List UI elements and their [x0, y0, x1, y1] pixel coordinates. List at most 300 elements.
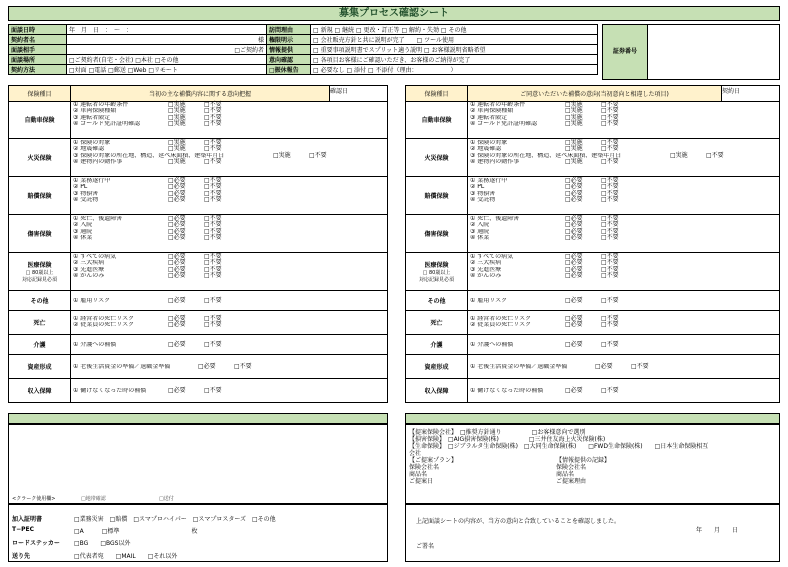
category-label: 賠償保険 [27, 193, 52, 200]
check-yes[interactable]: □必要 [168, 315, 186, 322]
row-0 [8, 101, 388, 139]
check-yes[interactable]: □必要 [565, 233, 583, 241]
category-label: 収入保障 [424, 388, 449, 395]
check-no[interactable]: □不要 [601, 189, 619, 197]
items [470, 254, 779, 279]
item-line [470, 273, 779, 279]
row-7 [8, 335, 388, 355]
check-no[interactable]: □不要 [204, 340, 222, 348]
check-yes[interactable]: □実施 [670, 151, 688, 159]
items [73, 254, 387, 279]
check-yes[interactable]: □必要 [595, 362, 613, 370]
check-yes[interactable]: □必要 [198, 362, 216, 370]
check-no[interactable]: □不要 [204, 189, 222, 197]
proposal-plan: 【ご提案プラン】 [409, 457, 458, 464]
item-text: ① すべての病気 [73, 254, 117, 260]
check-no[interactable]: □不要 [601, 157, 619, 165]
check-yes[interactable]: □実施 [565, 157, 583, 165]
item-text: ① すべての病気 [470, 254, 514, 260]
check-yes[interactable]: □実施 [168, 139, 186, 146]
check-no[interactable]: □不要 [204, 177, 222, 184]
check-no[interactable]: □不要 [601, 183, 619, 191]
item-text: ① 老後生活資金の準備／退職金準備 [73, 363, 171, 370]
category-cell [406, 101, 468, 138]
check-no[interactable]: □不要 [204, 259, 222, 267]
item-text: ① 老後生活資金の準備／退職金準備 [470, 363, 568, 370]
clerk-check1[interactable]: □地帯確認 [81, 496, 106, 502]
record-company[interactable]: 保険会社名 [556, 464, 587, 471]
confirm-date[interactable]: 年 月 日 [696, 527, 739, 534]
check-yes[interactable]: □必要 [168, 189, 186, 197]
check-yes[interactable]: □必要 [168, 386, 186, 394]
row-6 [405, 311, 780, 335]
check-yes[interactable]: □実施 [168, 113, 186, 121]
item-line [73, 235, 387, 241]
check-no[interactable]: □不要 [601, 139, 619, 146]
check-yes[interactable]: □必要 [168, 183, 186, 191]
check-yes[interactable]: □必要 [168, 296, 186, 304]
category-cell [9, 101, 71, 138]
check-no[interactable]: □不要 [204, 233, 222, 241]
check-no[interactable]: □不要 [204, 271, 222, 279]
check-no[interactable]: □不要 [601, 340, 619, 348]
check-no[interactable]: □不要 [601, 221, 619, 229]
item-text: ② 入院 [73, 222, 93, 229]
category-label: 死亡 [33, 320, 46, 327]
label-contractor: 契約者名 [9, 35, 67, 45]
category-label: 収入保障 [27, 388, 52, 395]
contractor-field[interactable]: 様 [67, 35, 267, 45]
check-no[interactable]: □不要 [204, 157, 222, 165]
check-yes[interactable]: □必要 [565, 227, 583, 235]
item-text: ④ 建物内の動作事 [73, 158, 123, 165]
item-text: ④ 受託物 [470, 196, 496, 203]
category-cell [9, 139, 71, 176]
label-info: 情報提供 [267, 45, 311, 55]
shipping-area [8, 504, 388, 562]
signature-label[interactable]: ご署名 [416, 543, 435, 550]
item-line [470, 342, 779, 348]
category-cell [9, 215, 71, 252]
check-no[interactable]: □不要 [204, 321, 222, 329]
check-yes[interactable]: □実施 [168, 101, 186, 108]
row-4 [405, 253, 780, 291]
item-line [470, 197, 779, 203]
label-intent: 意向確認 [267, 55, 311, 65]
category-label: その他 [30, 298, 49, 305]
item-line [470, 159, 779, 165]
check-no[interactable]: □不要 [601, 233, 619, 241]
check-yes[interactable]: □必要 [565, 265, 583, 273]
category-label: 資産形成 [27, 364, 52, 371]
plan-product[interactable]: 商品名 [409, 471, 428, 478]
item-text: ④ ゴールド免許証明確認 [73, 120, 141, 127]
item-text: ③ 運転者限定 [73, 114, 111, 121]
check-no[interactable]: □不要 [601, 259, 619, 267]
item-text: ① 死亡、後遺障害 [470, 216, 520, 222]
category-label: 資産形成 [424, 364, 449, 371]
item-text: ④ 受託物 [73, 196, 99, 203]
category-cell [406, 177, 468, 214]
item-text: ② 車両保険種類 [73, 108, 117, 115]
category-cell [9, 335, 71, 354]
item-text: ① 業務遂行中 [470, 178, 508, 184]
plan-date[interactable]: ご提案日 [409, 478, 434, 485]
check-yes[interactable]: □実施 [565, 113, 583, 121]
item-text: ③ 運転者限定 [470, 114, 508, 121]
item-text: ① 経営者の死亡リスク [470, 316, 532, 322]
check-no[interactable]: □不要 [204, 215, 222, 222]
header-table [8, 24, 598, 75]
item-line [73, 159, 387, 165]
record-product[interactable]: 商品名 [556, 471, 575, 478]
category-cell [9, 177, 71, 214]
sticker-options[interactable]: □BG □BGS以外 [74, 540, 131, 547]
items [73, 364, 387, 370]
check-yes[interactable]: □必要 [168, 233, 186, 241]
item-text: ① 経営者の死亡リスク [73, 316, 135, 322]
check-no[interactable]: □不要 [601, 296, 619, 304]
check-no[interactable]: □不要 [204, 119, 222, 127]
check-yes[interactable]: □必要 [565, 340, 583, 348]
item-line [73, 197, 387, 203]
check-no[interactable]: □不要 [204, 315, 222, 322]
check-yes[interactable]: □必要 [168, 259, 186, 267]
check-yes[interactable]: □必要 [565, 183, 583, 191]
check-no[interactable]: □不要 [601, 386, 619, 394]
check-no[interactable]: □不要 [601, 271, 619, 279]
items [470, 342, 779, 348]
category-label: 自動車保険 [421, 117, 452, 124]
item-text: ① 運転者の年齢条件 [470, 102, 526, 108]
items [73, 298, 387, 304]
check-yes[interactable]: □必要 [565, 215, 583, 222]
check-yes[interactable]: □必要 [565, 386, 583, 394]
label-method: 契約方法 [9, 65, 67, 75]
item-text: ① 死亡、後遺障害 [73, 216, 123, 222]
check-no[interactable]: □不要 [204, 386, 222, 394]
category-label: 自動車保険 [24, 117, 55, 124]
items [470, 298, 779, 304]
category-label: 医療保険 [424, 262, 449, 269]
right-table [405, 85, 780, 102]
check-yes[interactable]: □必要 [565, 195, 583, 203]
cert-box [602, 24, 780, 80]
sticker-label: ロードステッカー [12, 540, 60, 547]
category-cell [406, 215, 468, 252]
row-3 [405, 215, 780, 253]
check-yes[interactable]: □実施 [168, 145, 186, 153]
item-text: ④ がんのみ [470, 272, 502, 279]
check-yes[interactable]: □必要 [565, 321, 583, 329]
item-text: ④ ゴールド免許証明確認 [470, 120, 538, 127]
check-yes[interactable]: □実施 [565, 107, 583, 115]
items [73, 316, 387, 329]
item-text: ② 車両保険種類 [470, 108, 514, 115]
life-insurance[interactable]: 【生命保険】 □ジブラルタ生命保険(株) □大同生命保険(株) □FWD生命保険(株) □日本生命保険相互 [409, 443, 709, 450]
row-9 [405, 379, 780, 403]
category-cell [406, 311, 468, 334]
items [73, 342, 387, 348]
check-no[interactable]: □不要 [631, 362, 649, 370]
check-yes[interactable]: □必要 [565, 253, 583, 260]
intent-field[interactable]: □ 各項目お客様にご確認いただき、お客様のご納得が完了 [311, 55, 598, 65]
check-no[interactable]: □不要 [204, 107, 222, 115]
item-text: ① 働けなくなった時の補償 [470, 387, 544, 394]
check-no[interactable]: □不要 [204, 195, 222, 203]
item-line [470, 388, 779, 394]
check-no[interactable]: □不要 [601, 177, 619, 184]
right-col-type: 保険種目 [406, 86, 468, 102]
check-no[interactable]: □不要 [204, 221, 222, 229]
row-8 [405, 355, 780, 379]
check-yes[interactable]: □必要 [168, 195, 186, 203]
info-record: 【情報提供の記録】 [556, 457, 611, 464]
item-text: ② 地震確認 [73, 146, 105, 153]
item-line [73, 273, 387, 279]
cert-label: 証券番号 [602, 24, 648, 80]
confirm-text: 上記面談シートの内容が、当方の意向と合致していることを確認しました。 [416, 518, 621, 525]
check-yes[interactable]: □必要 [168, 340, 186, 348]
check-no[interactable]: □不要 [204, 183, 222, 191]
row-7 [405, 335, 780, 355]
item-line [470, 298, 779, 304]
category-cell [406, 139, 468, 176]
send-options[interactable]: □代表者宛 □MAIL □それ以外 [74, 553, 178, 560]
cert-doc-options[interactable]: □業務災害 □賠償 □スマプロハイパー □スマプロスターズ □その他 [74, 516, 276, 523]
category-label: 賠償保険 [424, 193, 449, 200]
item-line [470, 322, 779, 328]
item-text: ① 保険の対象 [73, 140, 111, 146]
item-text: ① 雇用リスク [73, 297, 111, 304]
check-yes[interactable]: □必要 [565, 177, 583, 184]
visit-reason-field[interactable]: □ 新規 □ 継続 □ 更改・訂正等 □ 解約・失効 □ その他 [311, 25, 598, 35]
check-no[interactable]: □不要 [601, 265, 619, 273]
label-meeting-date: 面談日時 [9, 25, 67, 35]
check-no[interactable]: □不要 [309, 151, 327, 159]
check-no[interactable]: □不要 [204, 113, 222, 121]
check-no[interactable]: □不要 [204, 139, 222, 146]
check-yes[interactable]: □実施 [565, 139, 583, 146]
check-yes[interactable]: □必要 [565, 296, 583, 304]
category-label: その他 [427, 298, 446, 305]
item-text: ② PL [73, 184, 88, 191]
item-text: ① 業務遂行中 [73, 178, 111, 184]
item-text: ① 運転者の年齢条件 [73, 102, 129, 108]
check-no[interactable]: □不要 [706, 151, 724, 159]
check-yes[interactable]: □必要 [168, 253, 186, 260]
item-line [470, 364, 779, 370]
row-0 [405, 101, 780, 139]
item-text: ③ 保険の対象の所在地、構造、延べ床面積、建築年月日 [470, 152, 622, 159]
authority-field[interactable]: □ 会社販売方針と共に説明が完了 □ ツール使用 [311, 35, 598, 45]
place-field[interactable]: □ご契約者(自宅・会社) □本社 □その他 [67, 55, 267, 65]
check-no[interactable]: □不要 [204, 265, 222, 273]
check-yes[interactable]: □必要 [168, 265, 186, 273]
check-yes[interactable]: □必要 [168, 227, 186, 235]
check-yes[interactable]: □必要 [565, 271, 583, 279]
bottom-right-band [405, 413, 780, 424]
check-yes[interactable]: □実施 [565, 145, 583, 153]
category-cell [406, 253, 468, 290]
check-yes[interactable]: □実施 [565, 119, 583, 127]
check-no[interactable]: □不要 [601, 215, 619, 222]
item-text: ③ 保険の対象の所在地、構造、延べ床面積、建築年月日 [73, 152, 225, 159]
item-line [73, 388, 387, 394]
check-no[interactable]: □不要 [601, 145, 619, 153]
row-2 [405, 177, 780, 215]
signature-area [405, 504, 780, 562]
items [73, 216, 387, 241]
category-sub: 対応記録見必須 [21, 277, 57, 283]
item-text: ③ 先進医療 [73, 266, 105, 273]
items [73, 178, 387, 203]
cert-doc-label: 加入証明書 [12, 516, 43, 523]
report-field[interactable]: □ 必要なし □ 添付 □ 不添付（理由： ） [311, 65, 598, 75]
check-yes[interactable]: □実施 [168, 157, 186, 165]
clerk-check2[interactable]: □送付 [159, 496, 174, 502]
items [470, 178, 779, 203]
proposal-company[interactable]: 【提案保険会社】 □推奨方針通り □お客様意向で選別 [409, 429, 586, 436]
row-1 [405, 139, 780, 177]
left-col-date[interactable]: 確認日 [330, 86, 388, 102]
items [470, 364, 779, 370]
items [470, 316, 779, 329]
clerk-label: <クラーク使用欄> [12, 496, 56, 502]
item-line [73, 364, 387, 370]
items [73, 140, 387, 165]
item-text: ② 地震確認 [470, 146, 502, 153]
item-text: ② 三大疾病 [470, 260, 502, 267]
plan-company[interactable]: 保険会社名 [409, 464, 440, 471]
category-cell [406, 355, 468, 378]
proposal-area [405, 424, 780, 504]
check-no[interactable]: □不要 [601, 315, 619, 322]
item-line [73, 322, 387, 328]
item-text: ① 介護への補償 [470, 341, 514, 348]
check-no[interactable]: □不要 [204, 101, 222, 108]
check-no[interactable]: □不要 [204, 227, 222, 235]
row-5 [405, 291, 780, 311]
category-label: 傷害保険 [424, 231, 449, 238]
label-place: 面談場所 [9, 55, 67, 65]
category-cell [9, 379, 71, 402]
category-cell [9, 355, 71, 378]
clerk-area [8, 424, 388, 504]
item-line [470, 121, 779, 127]
item-line [73, 298, 387, 304]
tpec-label: T−PEC [12, 526, 35, 533]
left-col-intent: 当初の主な補償内容に関する意向把握 [71, 86, 330, 102]
check-no[interactable]: □不要 [234, 362, 252, 370]
check-yes[interactable]: □実施 [565, 101, 583, 108]
category-label: 介護 [33, 342, 46, 349]
check-yes[interactable]: □必要 [565, 189, 583, 197]
category-label: 傷害保険 [27, 231, 52, 238]
tpec-options[interactable]: □A □標準 枚 [74, 528, 198, 535]
check-no[interactable]: □不要 [601, 253, 619, 260]
item-text: ③ 物損害 [73, 190, 99, 197]
category-cell [9, 311, 71, 334]
nonlife-insurance[interactable]: 【損害保険】 □AIG損害保険(株) □三井住友海上火災保険(株) [409, 436, 606, 443]
partner-field[interactable]: □ご契約者 [67, 45, 267, 55]
check-no[interactable]: □不要 [601, 195, 619, 203]
row-4 [8, 253, 388, 291]
check-yes[interactable]: □実施 [168, 107, 186, 115]
right-col-date[interactable]: 契約日 [722, 86, 780, 102]
check-yes[interactable]: □必要 [168, 177, 186, 184]
item-text: ③ 先進医療 [470, 266, 502, 273]
check-yes[interactable]: □実施 [273, 151, 291, 159]
check-no[interactable]: □不要 [204, 296, 222, 304]
row-6 [8, 311, 388, 335]
check-no[interactable]: □不要 [204, 253, 222, 260]
life-insurance-cont: 会社 [409, 450, 422, 457]
check-yes[interactable]: □必要 [565, 259, 583, 267]
category-label: 火災保険 [27, 155, 52, 162]
check-yes[interactable]: □実施 [168, 119, 186, 127]
items [470, 102, 779, 127]
category-label: 医療保険 [27, 262, 52, 269]
category-label: 介護 [430, 342, 443, 349]
check-yes[interactable]: □必要 [168, 321, 186, 329]
item-text: ② 三大疾病 [73, 260, 105, 267]
item-text: ① 介護への補償 [73, 341, 117, 348]
item-text: ② 従業員の死亡リスク [470, 322, 532, 329]
row-3 [8, 215, 388, 253]
check-yes[interactable]: □必要 [168, 215, 186, 222]
row-5 [8, 291, 388, 311]
item-text: ① 保険の対象 [470, 140, 508, 146]
check-no[interactable]: □不要 [601, 107, 619, 115]
record-reason[interactable]: ご提案理由 [556, 478, 587, 485]
category-cell [9, 253, 71, 290]
check-yes[interactable]: □必要 [565, 315, 583, 322]
send-label: 送り先 [12, 553, 31, 560]
check-no[interactable]: □不要 [601, 113, 619, 121]
row-2 [8, 177, 388, 215]
row-9 [8, 379, 388, 403]
item-text: ③ 通院 [470, 228, 490, 235]
check-no[interactable]: □不要 [601, 321, 619, 329]
row-8 [8, 355, 388, 379]
item-text: ① 働けなくなった時の補償 [73, 387, 147, 394]
check-no[interactable]: □不要 [204, 145, 222, 153]
item-text: ③ 通院 [73, 228, 93, 235]
check-no[interactable]: □不要 [601, 119, 619, 127]
check-no[interactable]: □不要 [601, 101, 619, 108]
meeting-date-field[interactable]: 年 月 日 ： ～ ： [67, 25, 267, 35]
method-field[interactable]: □対面 □電話 □郵送 □Web □リモート [67, 65, 267, 75]
item-text: ④ 休業 [470, 234, 490, 241]
info-field[interactable]: □ 重要事項説明書でスプリット適う説明 □ お客様説明省略希望 [311, 45, 598, 55]
right-col-intent: ご同意いただいた補償の意向(当初意向と相違した項目) [468, 86, 722, 102]
item-line [73, 121, 387, 127]
category-cell [406, 379, 468, 402]
item-text: ④ 休業 [73, 234, 93, 241]
items [73, 102, 387, 127]
category-label: 死亡 [430, 320, 443, 327]
left-col-type: 保険種目 [9, 86, 71, 102]
check-yes[interactable]: □必要 [168, 271, 186, 279]
check-yes[interactable]: □必要 [168, 221, 186, 229]
items [73, 388, 387, 394]
check-yes[interactable]: □必要 [565, 221, 583, 229]
items [470, 216, 779, 241]
category-cell [9, 291, 71, 310]
category-label: 火災保険 [424, 155, 449, 162]
check-no[interactable]: □不要 [601, 227, 619, 235]
